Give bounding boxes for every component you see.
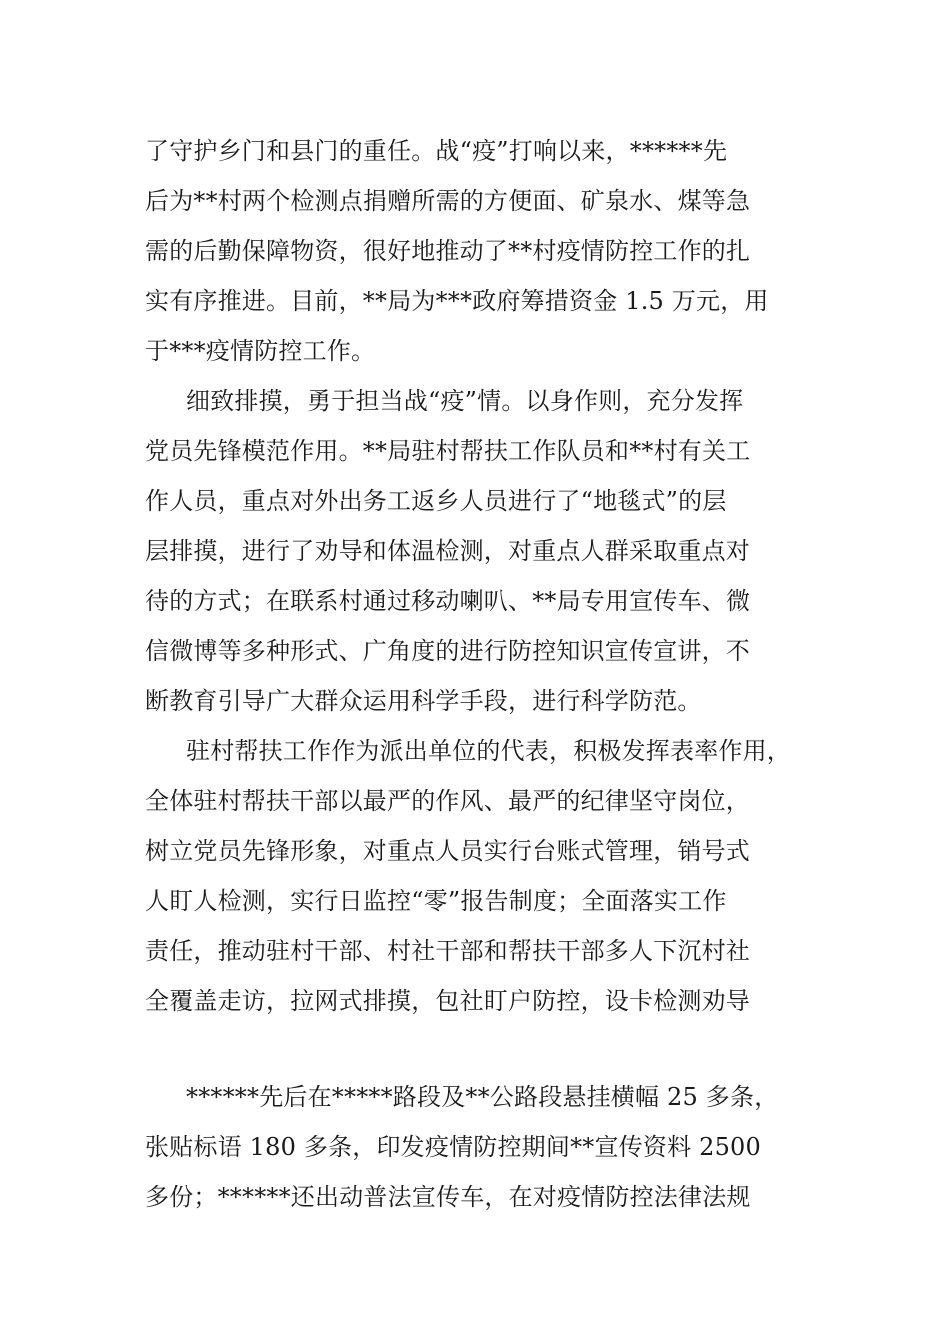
paragraph-2-line-3: 作人员，重点对外出务工返乡人员进行了“地毯式”的层 xyxy=(145,487,727,515)
paragraph-2-line-4: 层排摸，进行了劝导和体温检测，对重点人群采取重点对 xyxy=(145,537,750,565)
paragraph-1-line-4: 实有序推进。目前，**局为***政府筹措资金 1.5 万元，用 xyxy=(145,287,769,315)
paragraph-3-line-6: 全覆盖走访，拉网式排摸，包社盯户防控，设卡检测劝导 xyxy=(145,987,750,1015)
paragraph-2-line-6: 信微博等多种形式、广角度的进行防控知识宣传宣讲，不 xyxy=(145,637,750,665)
paragraph-4-line-2: 张贴标语 180 多条，印发疫情防控期间**宣传资料 2500 xyxy=(145,1133,761,1161)
paragraph-2-line-1: 细致排摸，勇于担当战“疫”情。以身作则，充分发挥 xyxy=(186,387,744,415)
paragraph-1-line-5: 于***疫情防控工作。 xyxy=(145,337,376,365)
paragraph-1-line-2: 后为**村两个检测点捐赠所需的方便面、矿泉水、煤等急 xyxy=(145,187,751,215)
paragraph-4-line-3: 多份；******还出动普法宣传车，在对疫情防控法律法规 xyxy=(145,1183,751,1211)
paragraph-2-line-2: 党员先锋模范作用。**局驻村帮扶工作队员和**村有关工 xyxy=(145,437,751,465)
paragraph-3-line-4: 人盯人检测，实行日监控“零”报告制度；全面落实工作 xyxy=(145,887,727,915)
paragraph-4-line-1: ******先后在*****路段及**公路段悬挂横幅 25 多条， xyxy=(186,1083,779,1111)
paragraph-2-line-5: 待的方式；在联系村通过移动喇叭、**局专用宣传车、微 xyxy=(145,587,751,615)
paragraph-3-line-1: 驻村帮扶工作作为派出单位的代表，积极发挥表率作用， xyxy=(186,737,791,765)
paragraph-1-line-1: 了守护乡门和县门的重任。战“疫”打响以来，******先 xyxy=(145,137,728,165)
paragraph-3-line-5: 责任，推动驻村干部、村社干部和帮扶干部多人下沉村社 xyxy=(145,937,750,965)
paragraph-3-line-3: 树立党员先锋形象，对重点人员实行台账式管理，销号式 xyxy=(145,837,750,865)
paragraph-2-line-7: 断教育引导广大群众运用科学手段，进行科学防范。 xyxy=(145,687,702,715)
paragraph-3-line-2: 全体驻村帮扶干部以最严的作风、最严的纪律坚守岗位， xyxy=(145,787,750,815)
paragraph-1-line-3: 需的后勤保障物资，很好地推动了**村疫情防控工作的扎 xyxy=(145,237,751,265)
